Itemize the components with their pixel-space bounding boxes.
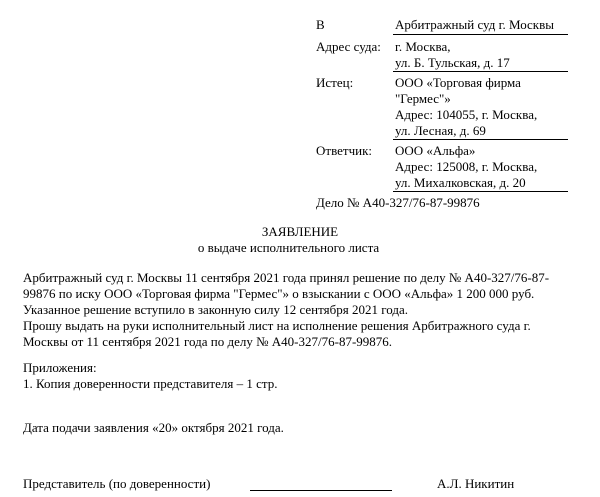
document-subtitle: о выдаче исполнительного листа [197, 240, 380, 255]
court-name: Арбитражный суд г. Москвы [395, 17, 554, 32]
plaintiff-line-2: "Гермес"» [395, 91, 451, 106]
attachments-label: Приложения: [23, 360, 97, 375]
body-line-5: Москвы от 11 сентября 2021 года по делу № А40-327/76-87-99876. [23, 334, 393, 349]
to-label: В [316, 17, 325, 32]
case-number: Дело № А40-327/76-87-99876 [316, 195, 480, 210]
filing-date: Дата подачи заявления «20» октября 2021 года. [23, 420, 284, 435]
signature-line [250, 490, 392, 491]
body-line-4: Прошу выдать на руки исполнительный лист на исполнение решения Арбитражного суда г. [23, 318, 531, 333]
defendant-line-3: ул. Михалковская, д. 20 [395, 175, 526, 190]
signatory-name: А.Л. Никитин [437, 476, 515, 491]
court-address-line-2: ул. Б. Тульская, д. 17 [395, 55, 510, 70]
plaintiff-line-3: Адрес: 104055, г. Москва, [395, 107, 538, 122]
document-title: ЗАЯВЛЕНИЕ [261, 224, 339, 239]
plaintiff-underline [393, 139, 568, 140]
body-line-2: 99876 по иску ООО «Торговая фирма "Гермес"» о взыскании с ООО «Альфа» 1 200 000 руб. [23, 286, 535, 301]
court-underline [393, 34, 568, 35]
defendant-line-1: ООО «Альфа» [395, 143, 476, 158]
defendant-underline [393, 191, 568, 192]
court-address-line-1: г. Москва, [395, 39, 451, 54]
body-line-1: Арбитражный суд г. Москвы 11 сентября 2021 года принял решение по делу № А40-327/76-87- [23, 270, 550, 285]
plaintiff-line-4: ул. Лесная, д. 69 [395, 123, 486, 138]
signature-label: Представитель (по доверенности) [23, 476, 211, 491]
court-address-underline [393, 71, 568, 72]
body-line-3: Указанное решение вступило в законную силу 12 сентября 2021 года. [23, 302, 408, 317]
defendant-label: Ответчик: [316, 143, 373, 158]
defendant-line-2: Адрес: 125008, г. Москва, [395, 159, 538, 174]
court-address-label: Адрес суда: [316, 39, 381, 54]
plaintiff-line-1: ООО «Торговая фирма [395, 75, 521, 90]
attachment-item: 1. Копия доверенности представителя – 1 стр. [23, 376, 278, 391]
plaintiff-label: Истец: [316, 75, 354, 90]
